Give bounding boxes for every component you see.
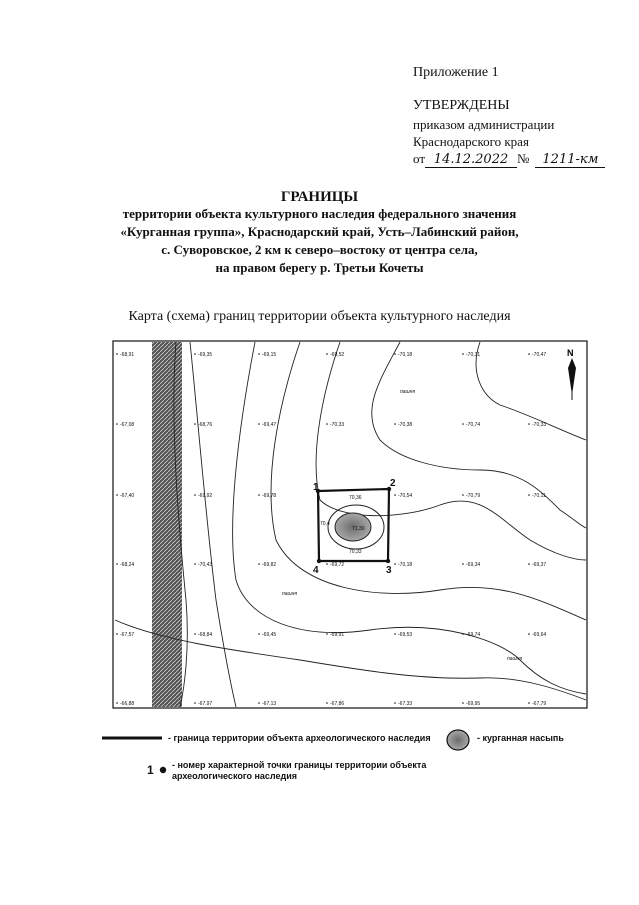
elevation-label: -68,76: [198, 422, 213, 428]
elevation-label: -67,13: [262, 701, 277, 707]
elevation-point: [528, 353, 530, 355]
elevation-label: -70,18: [398, 352, 413, 358]
elevation-label: -69,82: [262, 562, 277, 568]
elevation-label: -69,92: [198, 493, 213, 499]
elevation-label: -70,74: [466, 422, 481, 428]
elevation-label: -69,15: [262, 352, 277, 358]
elevation-label: -67,86: [330, 701, 345, 707]
title-line-2: «Курганная группа», Краснодарский край, Усть–Лабинский район,: [120, 224, 519, 239]
elevation-point: [194, 702, 196, 704]
elevation-point: [116, 702, 118, 704]
pashnya-label-3: пашня: [507, 656, 523, 662]
pashnya-label-2: пашня: [282, 591, 298, 597]
elevation-point: [326, 563, 328, 565]
title-line-4: на правом берегу р. Третьи Кочеты: [215, 260, 424, 275]
elevation-label: -68,91: [120, 352, 135, 358]
elevation-label: -66,88: [120, 701, 135, 707]
legend-mound-symbol: [447, 730, 469, 750]
date-prefix: от: [413, 151, 426, 166]
legend-point-number: 1: [147, 763, 154, 777]
elevation-point: [258, 494, 260, 496]
order-line-1: приказом администрации: [413, 117, 555, 132]
elevation-label: -70,11: [532, 493, 546, 499]
mound-label-top: 70,36: [349, 495, 362, 501]
hatched-strip: [152, 342, 182, 707]
order-number: 1211-км: [535, 152, 605, 168]
elevation-point: [258, 563, 260, 565]
elevation-label: -70,38: [398, 422, 413, 428]
mound-label-bottom: 70,33: [349, 549, 362, 555]
elevation-point: [528, 494, 530, 496]
elevation-label: -69,91: [330, 632, 345, 638]
elevation-label: -70,18: [398, 562, 413, 568]
elevation-label: -70,33: [330, 422, 345, 428]
elevation-point: [194, 633, 196, 635]
mound-label-left: 70,4: [320, 521, 330, 527]
elevation-point: [116, 563, 118, 565]
document-title: ГРАНИЦЫ: [280, 189, 359, 205]
elevation-point: [116, 633, 118, 635]
elevation-label: -68,24: [120, 562, 135, 568]
elevation-point: [258, 423, 260, 425]
elevation-label: -69,37: [532, 562, 547, 568]
elevation-label: -67,79: [532, 701, 547, 707]
elevation-label: -69,74: [466, 632, 481, 638]
elevation-label: -68,84: [198, 632, 213, 638]
elevation-label: -70,43: [198, 562, 213, 568]
elevation-point: [326, 353, 328, 355]
elevation-point: [462, 353, 464, 355]
mound-label-center: 71,30: [352, 526, 365, 532]
elevation-label: -70,47: [532, 352, 547, 358]
legend-point-dot: [160, 767, 166, 773]
elevation-label: -69,52: [330, 352, 345, 358]
elevation-point: [258, 353, 260, 355]
elevation-point: [528, 423, 530, 425]
approved-label: УТВЕРЖДЕНЫ: [413, 98, 510, 113]
elevation-point: [194, 353, 196, 355]
elevation-point: [528, 702, 530, 704]
elevation-label: -69,47: [262, 422, 277, 428]
elevation-point: [394, 353, 396, 355]
point-1-label: 1: [313, 482, 319, 493]
pashnya-label-1: пашня: [400, 389, 416, 395]
order-date: 14.12.2022: [425, 152, 517, 168]
elevation-point: [326, 633, 328, 635]
legend-mound-text: - курганная насыпь: [477, 733, 564, 743]
elevation-point: [528, 633, 530, 635]
elevation-point: [394, 702, 396, 704]
elevation-point: [258, 633, 260, 635]
elevation-label: -69,64: [532, 632, 547, 638]
point-4-label: 4: [313, 565, 319, 576]
elevation-point: [326, 423, 328, 425]
elevation-label: -67,57: [120, 632, 135, 638]
elevation-label: -69,72: [330, 562, 345, 568]
elevation-point: [194, 423, 196, 425]
elevation-label: -67,40: [120, 493, 135, 499]
elevation-label: -67,97: [198, 701, 213, 707]
title-line-3: с. Суворовское, 2 км к северо–востоку от центра села,: [161, 242, 478, 257]
elevation-point: [528, 563, 530, 565]
appendix-label: Приложение 1: [413, 65, 499, 80]
elevation-point: [462, 494, 464, 496]
elevation-label: -69,95: [466, 701, 481, 707]
elevation-point: [462, 563, 464, 565]
elevation-label: -70,31: [466, 352, 481, 358]
elevation-label: -67,33: [398, 701, 413, 707]
elevation-point: [116, 494, 118, 496]
point-2-label: 2: [390, 478, 396, 489]
elevation-point: [462, 423, 464, 425]
elevation-point: [194, 494, 196, 496]
elevation-label: -69,53: [398, 632, 413, 638]
elevation-point: [116, 353, 118, 355]
elevation-point: [394, 423, 396, 425]
elevation-label: -69,34: [466, 562, 481, 568]
map-caption: Карта (схема) границ территории объекта культурного наследия: [128, 309, 511, 324]
elevation-label: -67,08: [120, 422, 135, 428]
elevation-point: [394, 563, 396, 565]
elevation-point: [394, 633, 396, 635]
elevation-label: -69,78: [262, 493, 277, 499]
legend-point-text: - номер характерной точки границы территории объекта археологического наследия: [172, 760, 427, 781]
number-prefix: №: [517, 151, 530, 166]
elevation-label: -70,54: [398, 493, 413, 499]
elevation-point: [258, 702, 260, 704]
title-line-1: территории объекта культурного наследия федерального значения: [122, 206, 517, 221]
legend-boundary-text: - граница территории объекта археологического наследия: [168, 733, 431, 743]
north-label: N: [567, 348, 574, 358]
elevation-label: -69,35: [198, 352, 213, 358]
elevation-point: [116, 423, 118, 425]
elevation-point: [326, 702, 328, 704]
elevation-point: [194, 563, 196, 565]
elevation-point: [462, 633, 464, 635]
elevation-point: [462, 702, 464, 704]
elevation-point: [394, 494, 396, 496]
order-line-2: Краснодарского края: [413, 134, 529, 149]
elevation-label: -70,79: [466, 493, 481, 499]
elevation-label: -70,33: [532, 422, 547, 428]
point-3-label: 3: [386, 565, 392, 576]
elevation-label: -69,45: [262, 632, 277, 638]
